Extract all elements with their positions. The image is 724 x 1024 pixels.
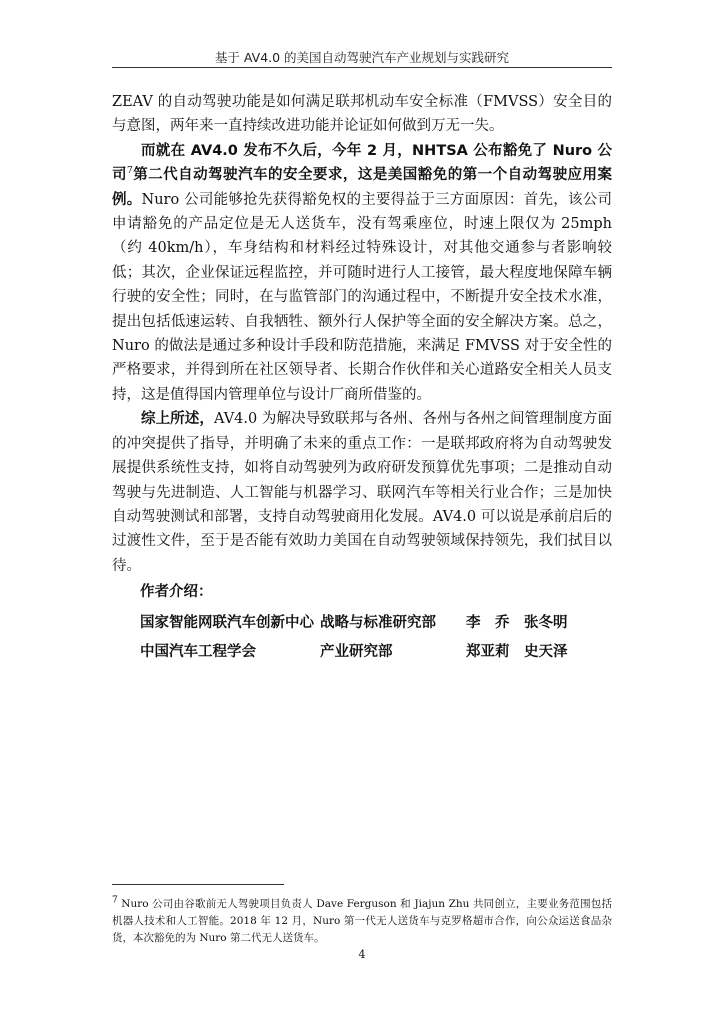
author-row bbox=[140, 611, 610, 632]
footnote-reference[interactable]: 7 bbox=[126, 166, 133, 177]
author-department: 战略与标准研究部 bbox=[320, 615, 436, 631]
footnote-text: Nuro 公司由谷歌前无人驾驶项目负责人 Dave Ferguson 和 Jiajun Zhu 共同创立，主要业务范围包括机器人技术和人工智能。2018 年 12 月，Nuro 第一代无人送货车与克罗格超市合作，向公众运送食品杂货，本次豁免的为 Nuro 第二代无人送货车。 bbox=[112, 898, 613, 944]
author-names: 李 乔 张冬明 bbox=[466, 615, 568, 631]
author-organization: 中国汽车工程学会 bbox=[140, 644, 256, 660]
paragraph-2 bbox=[112, 139, 612, 407]
paragraph-1: ZEAV 的自动驾驶功能是如何满足联邦机动车安全标准（FMVSS）安全目的与意图，两年来一直持续改进功能并论证如何做到万无一失。 bbox=[112, 94, 612, 135]
author-heading: 作者介绍： bbox=[140, 584, 213, 600]
paragraph-2-bold-lead: 而就在 AV4.0 发布不久后，今年 2 月，NHTSA 公布豁免了 Nuro 公司 bbox=[112, 142, 612, 184]
paragraph-3 bbox=[112, 407, 612, 578]
document-body bbox=[112, 90, 612, 578]
paragraph-3-bold-lead: 综上所述， bbox=[141, 411, 214, 428]
author-row bbox=[140, 640, 610, 661]
header-divider bbox=[112, 67, 612, 68]
running-header: 基于 AV4.0 的美国自动驾驶汽车产业规划与实践研究 bbox=[214, 50, 510, 65]
paragraph-2-text: Nuro 公司能够抢先获得豁免权的主要得益于三方面原因：首先，该公司申请豁免的产品定位是无人送货车，没有驾乘座位，时速上限仅为 25mph（约 40km/h），车身结构和材料经过特殊设计，对其他交通参与者影响较低；其次，企业保证远程监控，并可随时进行人工接管，最大程度地保障车辆行驶的安全性；同时，在与监管部门的沟通过程中，不断提升安全技术水准，提出包括低速运转、自我牺牲、额外行人保护等全面的安全解决方案。总之，Nuro 的做法是通过多种设计手段和防范措施，来满足 FMVSS 对于安全性的严格要求，并得到所在社区领导者、长期合作伙伴和关心道路安全相关人员支持，这是值得国内管理单位与设计厂商所借鉴的。 bbox=[112, 191, 612, 403]
footnote bbox=[112, 896, 612, 947]
author-department: 产业研究部 bbox=[320, 644, 393, 660]
author-section bbox=[140, 580, 610, 669]
paragraph-2-bold-tail: 第二代自动驾驶汽车的安全要求，这是美国豁免的第一个自动驾驶应用案例。 bbox=[112, 167, 613, 208]
footnote-divider bbox=[112, 884, 284, 885]
author-organization: 国家智能网联汽车创新中心 bbox=[140, 615, 314, 631]
page-number: 4 bbox=[358, 948, 366, 961]
footnote-marker: 7 bbox=[112, 895, 118, 906]
paragraph-3-text: AV4.0 为解决导致联邦与各州、各州与各州之间管理制度方面的冲突提供了指导，并明确了未来的重点工作：一是联邦政府将为自动驾驶发展提供系统性支持，如将自动驾驶列为政府研发预算优先事项；二是推动自动驾驶与先进制造、人工智能与机器学习、联网汽车等相关行业合作；三是加快自动驾驶测试和部署，支持自动驾驶商用化发展。AV4.0 可以说是承前启后的过渡性文件，至于是否能有效助力美国在自动驾驶领域保持领先，我们拭目以待。 bbox=[112, 411, 613, 574]
author-names: 郑亚莉 史天泽 bbox=[466, 644, 568, 660]
